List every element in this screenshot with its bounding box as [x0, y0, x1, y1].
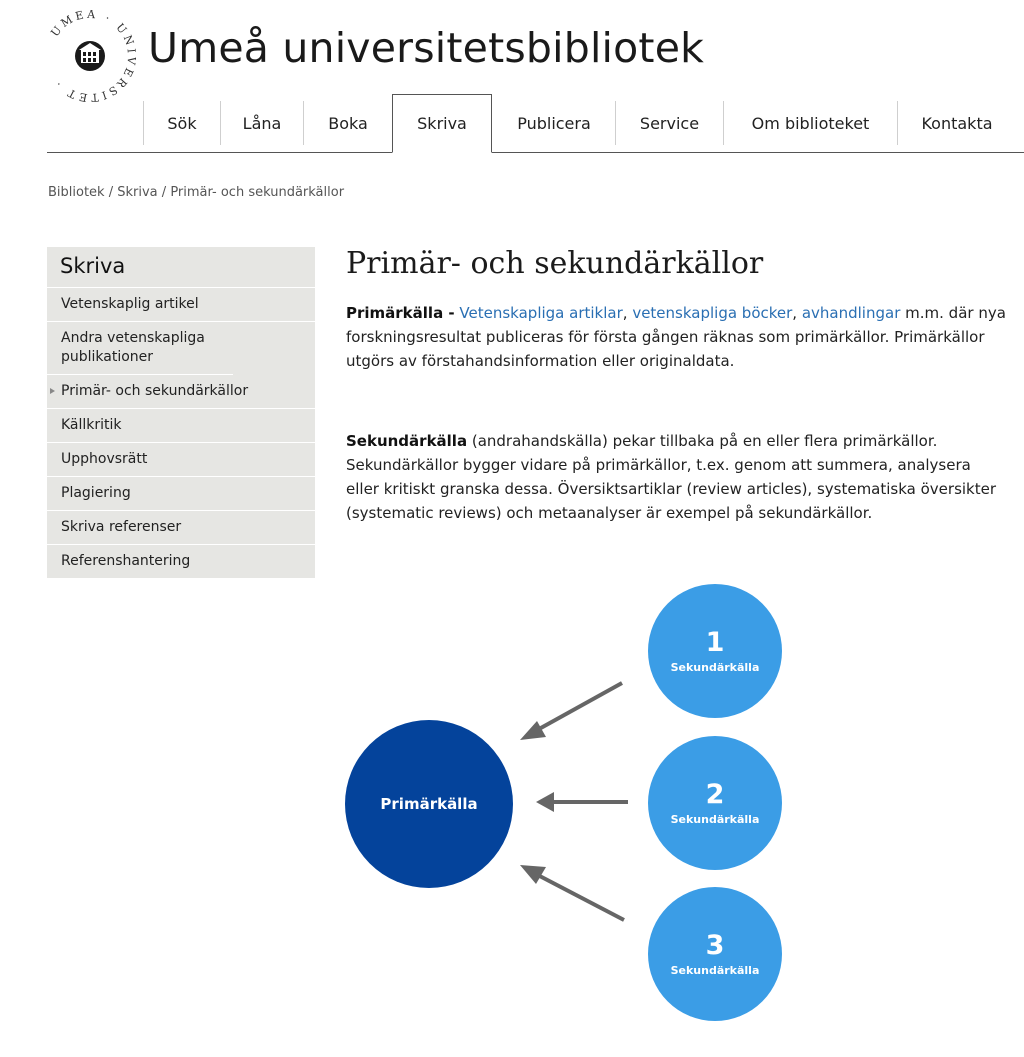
secondary-label: Sekundärkälla	[670, 661, 760, 674]
tab-lana[interactable]: Låna	[242, 114, 282, 133]
arrow-2	[536, 792, 628, 812]
sidebar-item-primar-och-sekundarkallor[interactable]: Primär- och sekundärkällor	[47, 375, 315, 409]
university-seal-logo[interactable]	[44, 10, 136, 102]
sidebar-heading[interactable]: Skriva	[47, 247, 315, 288]
sidebar-item-plagiering[interactable]: Plagiering	[47, 477, 315, 511]
secondary-number: 3	[705, 930, 725, 961]
nav-divider	[47, 152, 1024, 153]
svg-text:UMEÅ · UNIVERSITET ·: UMEÅ · UN ERSITET ·	[48, 10, 136, 102]
sidebar-item-kallkritik[interactable]: Källkritik	[47, 409, 315, 443]
primary-source-text: m.m. där nya forskningsresultat publiceras för första gången räknas som primärkällor. Primärkällor utgörs av förstahandsinformation eller originaldata.	[346, 304, 1006, 370]
sidebar-item-vetenskaplig-artikel[interactable]: Vetenskaplig artikel	[47, 288, 315, 322]
secondary-number: 1	[705, 627, 725, 658]
breadcrumb-skriva[interactable]: Skriva	[117, 185, 158, 200]
tab-skriva[interactable]: Skriva	[392, 94, 492, 153]
arrow-3	[520, 865, 624, 920]
breadcrumb-bibliotek[interactable]: Bibliotek	[48, 185, 105, 200]
term-sekundarkalla: Sekundärkälla	[346, 432, 468, 450]
secondary-number: 2	[705, 779, 725, 810]
arrow-1	[520, 683, 622, 740]
site-title[interactable]: Umeå universitetsbibliotek	[148, 24, 705, 72]
sidebar-item-andra-vetenskapliga-publikationer[interactable]: Andra vetenskapliga publikationer	[47, 322, 233, 375]
breadcrumb-separator: /	[104, 185, 118, 200]
breadcrumb	[48, 185, 344, 200]
comma: ,	[792, 304, 802, 322]
tab-publicera[interactable]: Publicera	[517, 114, 591, 133]
term-primarkalla: Primärkälla -	[346, 304, 455, 322]
breadcrumb-separator: /	[157, 185, 171, 200]
primary-source-label: Primärkälla	[380, 795, 478, 813]
link-vetenskapliga-bocker[interactable]: vetenskapliga böcker	[632, 304, 793, 322]
breadcrumb-current: Primär- och sekundärkällor	[170, 185, 345, 200]
sidebar-item-upphovsratt[interactable]: Upphovsrätt	[47, 443, 315, 477]
sidebar-item-skriva-referenser[interactable]: Skriva referenser	[47, 511, 315, 545]
sidebar-item-referenshantering[interactable]: Referenshantering	[47, 545, 315, 579]
tab-sok[interactable]: Sök	[167, 114, 197, 133]
primary-source-circle	[345, 720, 513, 888]
tab-boka[interactable]: Boka	[328, 114, 368, 133]
secondary-label: Sekundärkälla	[670, 964, 760, 977]
tab-om-biblioteket[interactable]: Om biblioteket	[751, 114, 870, 133]
link-vetenskapliga-artiklar[interactable]: Vetenskapliga artiklar	[459, 304, 623, 322]
primary-source-paragraph	[346, 301, 1006, 373]
page-title: Primär- och sekundärkällor	[346, 246, 764, 281]
link-avhandlingar[interactable]: avhandlingar	[801, 304, 901, 322]
tab-service[interactable]: Service	[639, 114, 700, 133]
sidebar-nav	[47, 247, 315, 579]
secondary-source-paragraph	[346, 429, 1006, 525]
secondary-source-circle-3	[648, 887, 782, 1021]
secondary-source-circle-1	[648, 584, 782, 718]
secondary-source-text: (andrahandskälla) pekar tillbaka på en eller flera primärkällor. Sekundärkällor bygger vidare på primärkällor, t.ex. genom att summera, analysera eller kritiskt granska dessa. Översiktsartiklar (review articles), systematiska översikter (systematic reviews) och metaanalyser är exempel på sekundärkällor.	[346, 432, 997, 522]
secondary-label: Sekundärkälla	[670, 813, 760, 826]
tab-kontakta[interactable]: Kontakta	[921, 114, 993, 133]
secondary-source-circle-2	[648, 736, 782, 870]
comma: ,	[622, 304, 633, 322]
